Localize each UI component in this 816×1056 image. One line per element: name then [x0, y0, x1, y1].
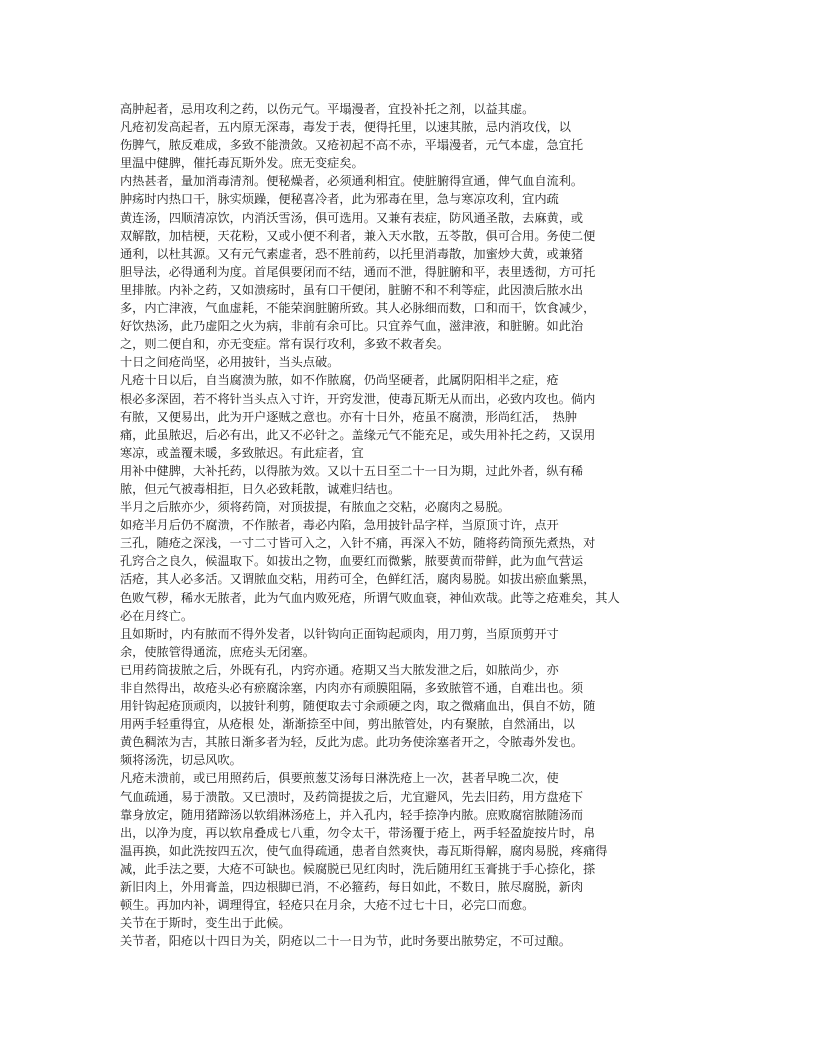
text-line: 胆导法，必得通利为度。首尾俱要闭而不结，通而不泄，得脏腑和平，表里透彻，方可托: [120, 264, 596, 279]
text-line: 顿生。再加内补，调理得宜，轻疮只在月余，大疮不过七十日，必完口而愈。: [120, 898, 535, 913]
text-line: 已用药筒拔脓之后，外既有孔，内窍亦通。疮期又当大脓发泄之后，如脓尚少，亦: [120, 662, 559, 677]
text-line: 多，内亡津液，气血虚耗，不能荣润脏腑所致。其人必脉细而数，口和而干，饮食减少，: [120, 301, 596, 316]
text-line: 出，以净为度，再以软帛叠成七八重，勿令太干，带汤覆于疮上，两手轻盈旋按片时，帛: [120, 825, 596, 840]
text-line: 活疮，其人必多活。又谓脓血交粘，用药可全，色鲜红活，腐肉易脱。如拔出瘀血紫黑，: [120, 572, 596, 587]
text-line: 里温中健脾，催托毒瓦斯外发。庶无变症矣。: [120, 156, 364, 171]
text-line: 频将汤洗，切忌风吹。: [120, 753, 242, 768]
text-line: 根必多深固，若不将针当头点入寸许，开窍发泄，使毒瓦斯无从而出，必致内攻也。倘内: [120, 391, 596, 406]
text-line: 新旧肉上，外用膏盖，四边根脚已消，不必箍药，每日如此，不数日，脓尽腐脱，新肉: [120, 880, 584, 895]
text-line: 痛，此虽脓迟，后必有出，此又不必针之。盖缘元气不能充足，或失用补托之药，又误用: [120, 427, 596, 442]
text-line: 如疮半月后仍不腐溃，不作脓者，毒必内陷，急用披针品字样，当原顶寸许，点开: [120, 518, 559, 533]
text-line: 凡疮初发高起者，五内原无深毒，毒发于表，便得托里，以速其脓，忌内消攻伐，以: [120, 120, 571, 135]
text-line: 伤脾气，脓反难成，多致不能溃敛。又疮初起不高不赤，平塌漫者，元气本虚，急宜托: [120, 138, 584, 153]
text-line: 三孔，随疮之深浅，一寸二寸皆可入之，入针不痛，再深入不妨，随将药筒预先煮热，对: [120, 536, 596, 551]
text-line: 内热甚者，量加消毒清剂。便秘燥者，必须通利相宜。使脏腑得宣通，俾气血自流利。: [120, 174, 584, 189]
text-line: 关节者，阳疮以十四日为关，阴疮以二十一日为节，此时务要出脓势定，不可过酿。: [120, 934, 571, 949]
text-line: 靠身放定，随用猪蹄汤以软绢淋汤疮上，并入孔内，轻手捺净内脓。庶败腐宿脓随汤而: [120, 807, 584, 822]
text-line: 温再换，如此洗按四五次，使气血得疏通，患者自然爽快，毒瓦斯得解，腐肉易脱，疼痛得: [120, 843, 608, 858]
text-line: 凡疮十日以后，自当腐溃为脓，如不作脓腐，仍尚坚硬者，此属阴阳相半之症，疮: [120, 373, 559, 388]
text-line: 减，此手法之要，大疮不可缺也。候腐脱已见红肉时，洗后随用红玉膏挑于手心捺化，搽: [120, 861, 596, 876]
text-line: 气血疏通，易于溃散。又已溃时，及药筒提拔之后，尤宜避风，先去旧药，用方盘疮下: [120, 789, 584, 804]
text-line: 用两手轻重得宜，从疮根 处，渐渐捺至中间，剪出脓管处，内有聚脓，自然涌出，以: [120, 717, 575, 732]
text-line: 色败气秽，稀水无脓者，此为气血内败死疮，所谓气败血衰，神仙欢哉。此等之疮难矣，其人: [120, 590, 620, 605]
text-line: 必在月终亡。: [120, 608, 194, 623]
text-line: 里排脓。内补之药，又如溃疡时，虽有口干便闭，脏腑不和不利等症，此因溃后脓水出: [120, 282, 584, 297]
text-line: 寒凉，或盖覆未暖，多致脓迟。有此症者，宜: [120, 445, 364, 460]
text-line: 凡疮未溃前，或已用照药后，俱要煎葱艾汤每日淋洗疮上一次，甚者早晚二次，使: [120, 771, 559, 786]
text-line: 孔窍合之良久，候温取下。如拔出之物，血要红而微紫，脓要黄而带鲜，此为血气营运: [120, 554, 584, 569]
text-line: 十日之间疮尚坚，必用披针，当头点破。: [120, 355, 340, 370]
text-line: 黄色稠浓为吉，其脓日渐多者为轻，反此为虑。此功务使涂塞者开之，令脓毒外发也。: [120, 735, 584, 750]
text-line: 之，则二便自和，亦无变症。常有误行攻利，多致不救者矣。: [120, 337, 450, 352]
text-line: 用针钩起疮顶顽肉，以披针利剪，随便取去寸余顽硬之肉，取之微痛血出，俱自不妨，随: [120, 699, 596, 714]
text-line: 有脓，又便易出，此为开户逐贼之意也。亦有十日外，疮虽不腐溃，形尚红活， 热肿: [120, 409, 578, 424]
text-line: 好饮热汤，此乃虚阳之火为病，非前有余可比。只宜养气血，滋津液，和脏腑。如此治: [120, 319, 584, 334]
text-line: 脓，但元气被毒相拒，日久必致耗散，诚难归结也。: [120, 481, 401, 496]
text-line: 双解散，加桔梗，天花粉，又或小便不利者，兼入天水散，五苓散，俱可合用。务使二便: [120, 228, 596, 243]
text-line: 非自然得出，故疮头必有瘀腐涂塞，内肉亦有顽膜阻隔，多致脓管不通，自难出也。须: [120, 681, 584, 695]
text-line: 用补中健脾，大补托药，以得脓为效。又以十五日至二十一日为期，过此外者，纵有稀: [120, 463, 584, 478]
text-line: 黄连汤，四顺清凉饮，内消沃雪汤，俱可选用。又兼有表症，防风通圣散，去麻黄，或: [120, 210, 584, 225]
text-line: 高肿起者，忌用攻利之药，以伤元气。平塌漫者，宜投补托之剂，以益其虚。: [120, 102, 535, 116]
text-line: 通利，以杜其源。又有元气素虚者，恐不胜前药，以托里消毒散，加蜜炒大黄，或兼猪: [120, 246, 584, 261]
text-line: 且如斯时，内有脓而不得外发者，以针钩向正面钩起顽肉，用刀剪，当原顶剪开寸: [120, 626, 559, 641]
document-page: [120, 100, 696, 950]
text-line: 肿疡时内热口干，脉实烦躁，便秘喜冷者，此为邪毒在里，急与寒凉攻利，宜内疏: [120, 192, 559, 207]
text-line: 余，使脓管得通流，庶疮头无闭塞。: [120, 644, 315, 659]
text-line: 关节在于斯时，变生出于此候。: [120, 916, 291, 931]
text-line: 半月之后脓亦少，须将药筒，对顶拔提，有脓血之交粘，必腐肉之易脱。: [120, 500, 510, 515]
